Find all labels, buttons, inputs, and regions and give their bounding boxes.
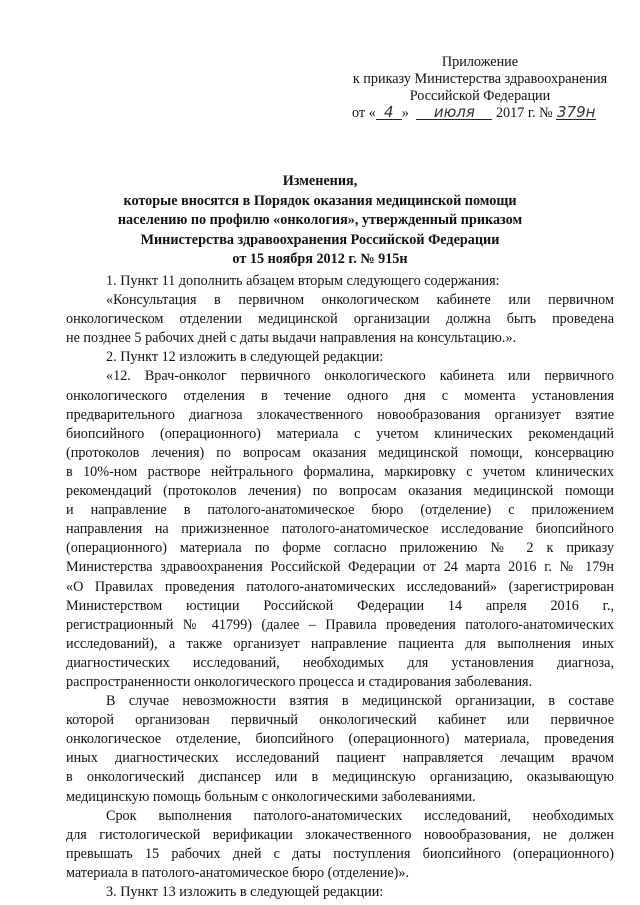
handwritten-order-number: 379н — [557, 103, 596, 121]
paragraph-line: Срок выполнения патолого-анатомических исследований, необходимых — [106, 807, 614, 824]
document-body — [66, 272, 614, 902]
paragraph-line: 3. Пункт 13 изложить в следующей редакции: — [106, 884, 384, 900]
date-year: 2017 г. № — [495, 105, 553, 121]
title-line: от 15 ноября 2012 г. № 915н — [232, 251, 408, 267]
approval-country: Российской Федерации — [409, 88, 551, 104]
paragraph-line: не позднее 5 рабочих дней с даты выдачи направления на консультацию.». — [66, 330, 517, 347]
paragraph — [66, 692, 614, 807]
paragraph-line: рекомендаций (протоколов лечения) по вопросам оказания медицинской помощи — [66, 483, 614, 500]
paragraph-line: В случае невозможности взятия в медицинской организации, в составе — [106, 693, 614, 710]
handwritten-month: июля — [416, 105, 492, 120]
title-line: населению по профилю «онкология», утвержденный приказом — [117, 212, 523, 228]
paragraph-line: медицинскую помощь больным с онкологическими заболеваниями. — [66, 788, 476, 805]
paragraph-line: онкологическом отделении медицинской организации должна быть проведена — [66, 311, 614, 328]
paragraph — [66, 272, 614, 291]
paragraph-line: предварительного диагноза злокачественного новообразования организует взятие — [66, 406, 614, 423]
title-line: Изменения, — [282, 173, 358, 189]
paragraph-line: онкологического отделения в течение одного дня с момента установления — [66, 387, 614, 404]
paragraph-line: иных диагностических исследований пациент направляется лечащим врачом — [66, 750, 614, 767]
paragraph-line: исследований), а также организует направление пациента для выполнения иных — [66, 635, 614, 652]
paragraph — [66, 348, 614, 367]
approval-heading: Приложение — [441, 54, 519, 70]
document-title — [60, 172, 580, 270]
paragraph — [66, 883, 614, 902]
date-mid: » — [401, 105, 409, 121]
paragraph — [66, 291, 614, 348]
paragraph — [66, 807, 614, 883]
approval-order-ref: к приказу Министерства здравоохранения — [352, 71, 608, 87]
paragraph-line: Министерства здравоохранения Российской Федерации от 24 марта 2016 г. № 179н — [66, 559, 614, 576]
paragraph-line: для гистологической верификации злокачественного новообразования, не должен — [66, 826, 614, 843]
handwritten-day: 4 — [376, 105, 402, 120]
paragraph-line: «О Правилах проведения патолого-анатомических исследований» (зарегистрирован — [66, 578, 614, 595]
paragraph-line: (протоколов лечения) по вопросам оказания медицинской помощи, консервацию — [66, 444, 614, 461]
paragraph-line: «Консультация в первичном онкологическом кабинете или первичном — [106, 292, 614, 309]
paragraph-line: и направление в патолого-анатомическое бюро (отделение) с приложением — [66, 502, 614, 519]
paragraph-line: регистрационный № 41799) (далее – Правила проведения патолого-анатомических — [66, 616, 614, 633]
paragraph-line: материала в патолого-анатомическое бюро (отделение)». — [66, 864, 410, 881]
paragraph-line: которой организован первичный онкологический кабинет или первичное — [66, 712, 614, 729]
title-line: Министерства здравоохранения Российской Федерации — [140, 231, 500, 248]
paragraph-line: в онкологический диспансер или в медицинскую организацию, оказывающую — [66, 769, 614, 786]
paragraph-line: «12. Врач-онколог первичного онкологического кабинета или первичного — [106, 368, 614, 385]
paragraph-line: распространенности онкологического процесса и стадирования заболевания. — [66, 673, 533, 690]
paragraph-line: Министерством юстиции Российской Федерации 14 апреля 2016 г., — [66, 597, 614, 614]
paragraph-line: превышать 15 рабочих дней с даты поступления биопсийного (операционного) — [66, 845, 614, 862]
title-line: которые вносятся в Порядок оказания медицинской помощи — [123, 192, 517, 209]
paragraph-line: диагностических исследований, необходимых для установления диагноза, — [66, 654, 614, 671]
paragraph-line: в 10%-ном растворе нейтрального формалина, маркировку с учетом клинических — [66, 463, 614, 480]
paragraph-line: 1. Пункт 11 дополнить абзацем вторым следующего содержания: — [106, 273, 500, 289]
approval-block — [330, 54, 630, 122]
paragraph-line: биопсийного (операционного) материала с учетом клинических рекомендаций — [66, 425, 614, 442]
paragraph-line: направления на прижизненное патолого-анатомическое исследование биопсийного — [66, 521, 614, 538]
paragraph — [66, 367, 614, 692]
paragraph-line: 2. Пункт 12 изложить в следующей редакции: — [106, 349, 384, 366]
date-prefix: от « — [352, 105, 376, 121]
paragraph-line: онкологическое отделение, биопсийного (операционного) материала, проведения — [66, 731, 614, 748]
approval-date-line — [330, 105, 630, 122]
paragraph-line: (операционного) материала по форме согласно приложению № 2 к приказу — [66, 540, 614, 557]
